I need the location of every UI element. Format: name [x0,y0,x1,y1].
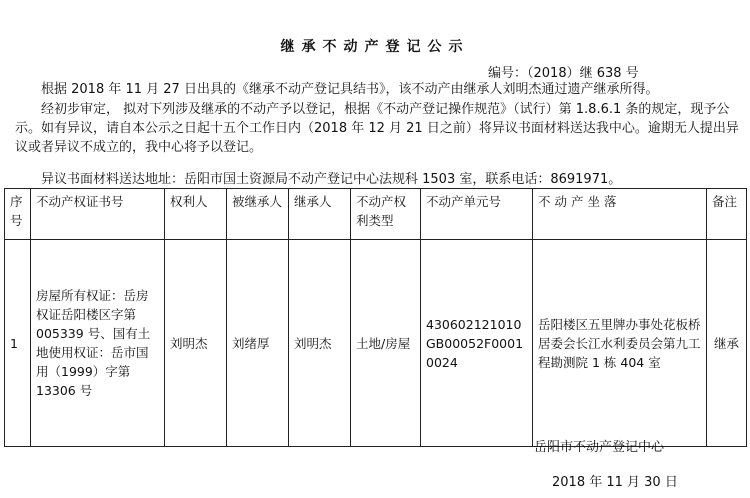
header-seq: 序号 [5,189,31,240]
cell-cert: 房屋所有权证：岳房权证岳阳楼区字第 005339 号、国有土地使用权证：岳市国用（1999）字第 13306 号 [31,240,165,447]
header-heir: 继承人 [289,189,351,240]
cell-holder: 刘明杰 [165,240,227,447]
property-table [4,188,747,447]
cell-type: 土地/房屋 [351,240,421,447]
cell-decedent: 刘绪厚 [227,240,289,447]
notice-serial-number: 编号：（2018）继 638 号 [488,66,639,81]
objection-address-paragraph: 异议书面材料送达地址：岳阳市国土资源局不动产登记中心法规科 1503 室，联系电话：8691971。 [41,172,622,187]
issue-date: 2018 年 11 月 30 日 [552,475,678,490]
header-holder: 权利人 [165,189,227,240]
notice-title: 继承不动产登记公示 [280,39,470,55]
cell-remark: 继承 [707,240,747,447]
notice-paragraph-1: 根据 2018 年 11 月 27 日出具的《继承不动产登记具结书》，该不动产由继承人刘明杰通过遗产继承所得。 [41,82,659,97]
notice-paragraph-2: 经初步审定， 拟对下列涉及继承的不动产予以登记，根据《不动产登记操作规范》（试行）第 1.8.6.1 条的规定，现予公示。如有异议，请自本公示之日起十五个工作日内（2018 年 12 月 21 日之前）将异议书面材料送达我中心。逾期无人提出异议或者异议不成立的，我中心将予以登记。 [15,102,739,155]
header-unit: 不动产单元号 [421,189,533,240]
issuing-organization: 岳阳市不动产登记中心 [534,440,665,455]
header-location: 不动产坐落 [533,189,707,240]
table-header-row [5,189,747,240]
cell-unit: 430602121010GB00052F00010024 [421,240,533,447]
header-type: 不动产权利类型 [351,189,421,240]
table-row [5,240,747,447]
header-cert: 不动产权证书号 [31,189,165,240]
cell-location: 岳阳楼区五里牌办事处花板桥居委会长江水利委员会第九工程勘测院 1 栋 404 室 [533,240,707,447]
cell-seq: 1 [5,240,31,447]
cell-heir: 刘明杰 [289,240,351,447]
header-decedent: 被继承人 [227,189,289,240]
header-remark: 备注 [707,189,747,240]
